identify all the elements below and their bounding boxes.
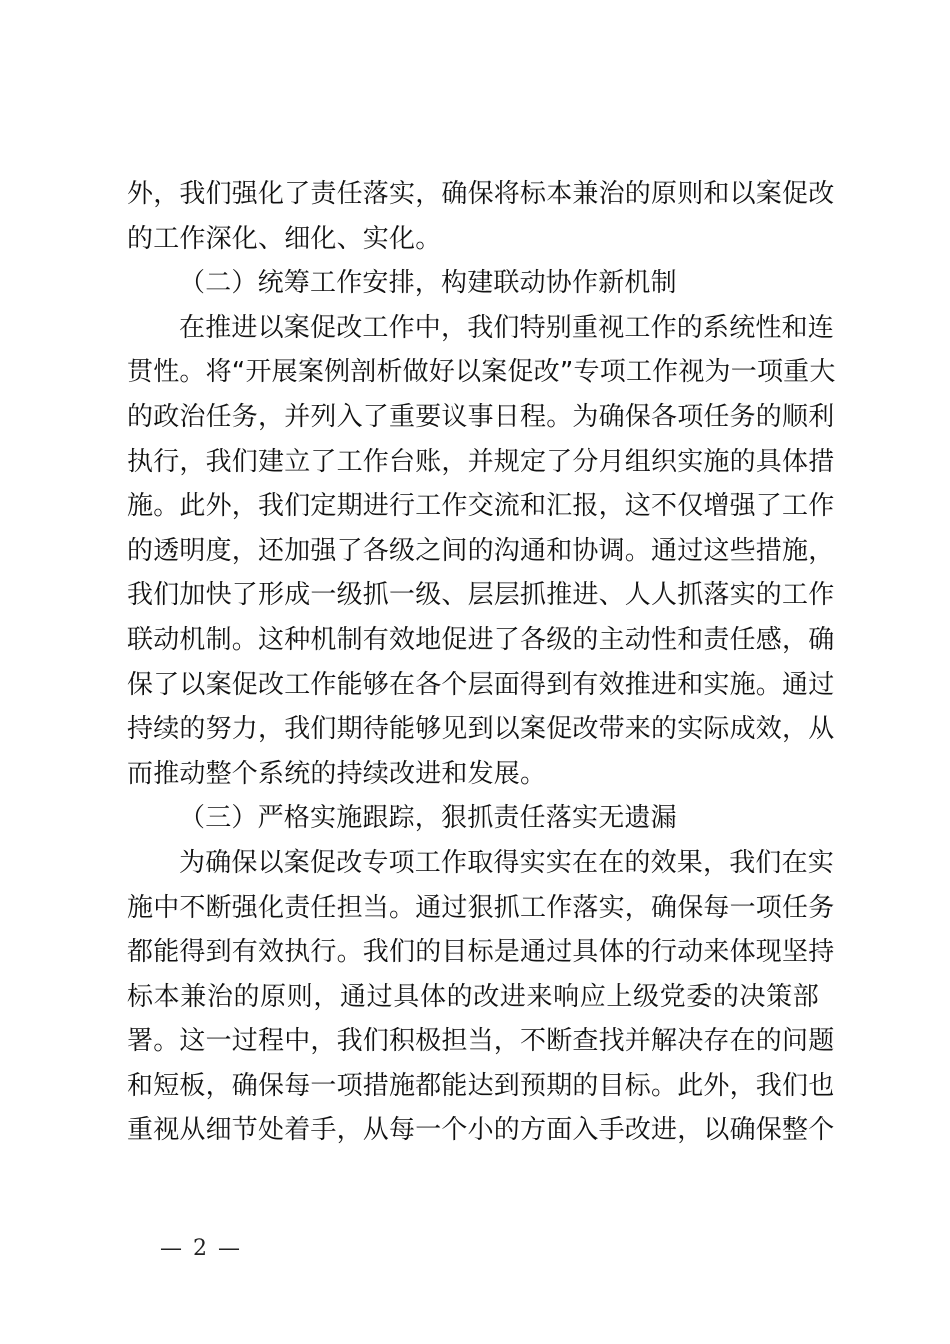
text-line: 都能得到有效执行。我们的目标是通过具体的行动来体现坚持 bbox=[127, 937, 835, 968]
text-line: 的工作深化、细化、实化。 bbox=[127, 223, 442, 254]
text-line: 外，我们强化了责任落实，确保将标本兼治的原则和以案促改 bbox=[127, 179, 835, 209]
text-line: 和短板，确保每一项措施都能达到预期的目标。此外，我们也 bbox=[127, 1070, 835, 1101]
text-line: 的政治任务，并列入了重要议事日程。为确保各项任务的顺利 bbox=[127, 401, 835, 432]
text-line: 执行，我们建立了工作台账，并规定了分月组织实施的具体措 bbox=[127, 446, 835, 477]
section-heading: （三）严格实施跟踪，狠抓责任落实无遗漏 bbox=[179, 803, 677, 834]
text-line: 联动机制。这种机制有效地促进了各级的主动性和责任感，确 bbox=[127, 624, 835, 655]
text-line: 而推动整个系统的持续改进和发展。 bbox=[127, 758, 547, 789]
text-line: 贯性。将“开展案例剖析做好以案促改”专项工作视为一项重大 bbox=[127, 357, 836, 388]
body-text bbox=[127, 172, 836, 1153]
text-line: 为确保以案促改专项工作取得实实在在的效果，我们在实 bbox=[179, 847, 835, 878]
text-line: 保了以案促改工作能够在各个层面得到有效推进和实施。通过 bbox=[127, 669, 835, 700]
text-line: 署。这一过程中，我们积极担当，不断查找并解决存在的问题 bbox=[127, 1026, 835, 1057]
page-number: — 2 — bbox=[160, 1236, 242, 1261]
text-line: 施中不断强化责任担当。通过狠抓工作落实，确保每一项任务 bbox=[127, 892, 835, 923]
text-line: 施。此外，我们定期进行工作交流和汇报，这不仅增强了工作 bbox=[127, 491, 835, 522]
text-line: 持续的努力，我们期待能够见到以案促改带来的实际成效，从 bbox=[127, 714, 835, 745]
text-line: 我们加快了形成一级抓一级、层层抓推进、人人抓落实的工作 bbox=[127, 580, 835, 611]
text-line: 标本兼治的原则，通过具体的改进来响应上级党委的决策部 bbox=[127, 981, 819, 1012]
text-line: 重视从细节处着手，从每一个小的方面入手改进，以确保整个 bbox=[127, 1115, 835, 1146]
text-line: 在推进以案促改工作中，我们特别重视工作的系统性和连 bbox=[179, 312, 835, 343]
section-heading: （二）统筹工作安排，构建联动协作新机制 bbox=[179, 268, 677, 299]
text-line: 的透明度，还加强了各级之间的沟通和协调。通过这些措施， bbox=[127, 535, 835, 566]
